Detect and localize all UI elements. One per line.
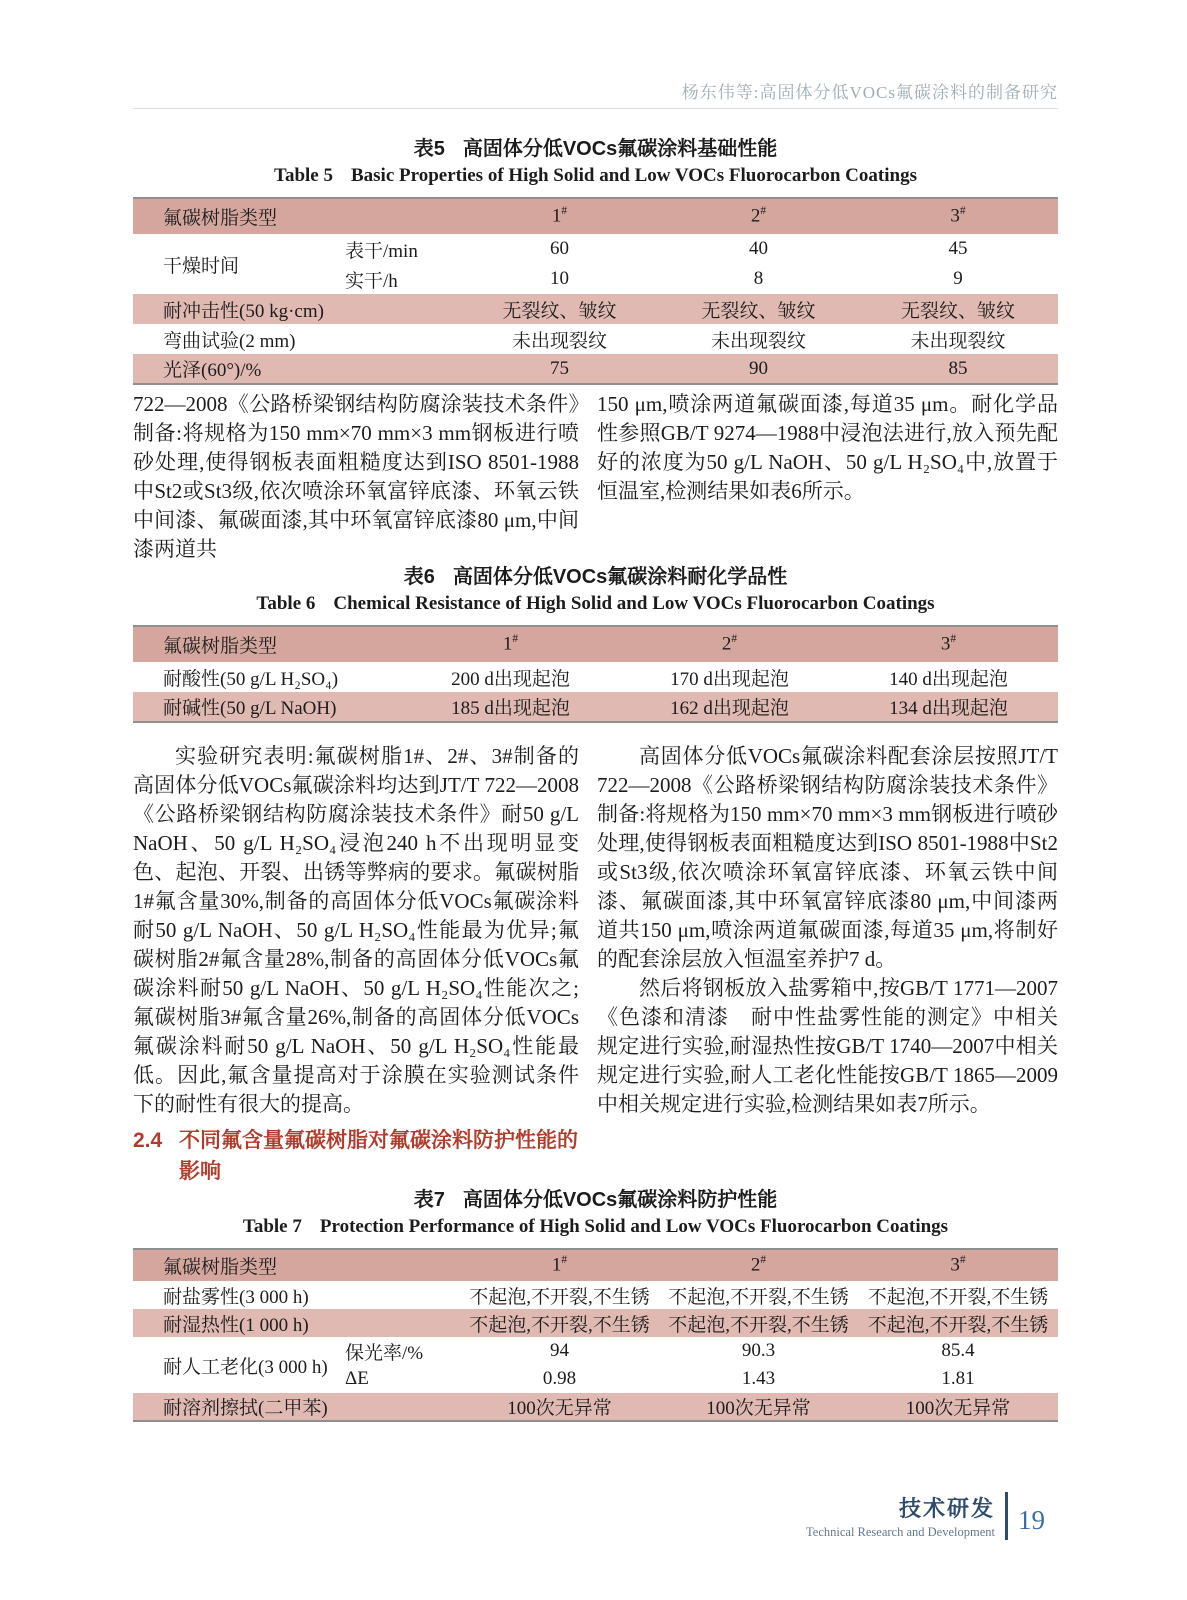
table6-caption-cn: 高固体分低VOCs氟碳涂料耐化学品性 (452, 566, 788, 588)
table-cell: 90.3 (741, 1340, 776, 1361)
table-row (133, 1337, 1058, 1365)
column-header (620, 626, 839, 662)
table-cell: 不起泡,不开裂,不生锈 (867, 1314, 1049, 1336)
column-header-label: 3 (950, 205, 960, 227)
section-number: 2.4 (133, 1129, 163, 1152)
hash-superscript: # (950, 633, 957, 646)
column-header-label: 3 (950, 1254, 960, 1276)
table-cell: 90 (749, 357, 769, 379)
table-cell: 200 d出现起泡 (451, 668, 570, 690)
table-row (133, 1393, 1058, 1421)
table7-label-en: Table 7 (242, 1216, 302, 1237)
table-cell: 未出现裂纹 (910, 330, 1006, 352)
row-label: 耐冲击性(50 kg·cm) (163, 300, 324, 322)
table7-label-cn: 表7 (413, 1189, 445, 1211)
table-cell: 75 (550, 357, 570, 379)
column-header-label: 3 (940, 633, 951, 655)
paragraph: 实验研究表明:氟碳树脂1#、2#、3#制备的高固体分低VOCs氟碳涂料均达到JT/T 722—2008《公路桥梁钢结构防腐涂装技术条件》耐50 g/L NaOH、50 g/L H₂SO₄浸泡240 h不出现明显变色、起泡、开裂、出锈等弊病的要求。氟碳树脂1#氟含量30%,制备的高固体分低VOCs氟碳涂料耐50 g/L NaOH、50 g/L H₂SO₄性能最为优异;氟碳树脂2#氟含量28%,制备的高固体分低VOCs氟碳涂料耐50 g/L NaOH、50 g/L H₂SO₄性能次之;氟碳树脂3#氟含量26%,制备的高固体分低VOCs氟碳涂料耐50 g/L NaOH、50 g/L H₂SO₄性能最低。因此,氟含量提高对于涂膜在实验测试条件下的耐性有很大的提高。 (133, 744, 579, 1116)
table-cell: 不起泡,不开裂,不生锈 (469, 1314, 650, 1336)
row-sublabel: ΔE (345, 1368, 369, 1389)
hash-superscript: # (959, 1254, 966, 1267)
table-row (133, 234, 1058, 264)
column-header (659, 198, 858, 234)
table-cell: 100次无异常 (706, 1398, 811, 1419)
hash-superscript: # (959, 205, 966, 218)
table6-label-en: Table 6 (256, 593, 316, 614)
row-label: 弯曲试验(2 mm) (163, 330, 296, 352)
table-cell: 1.81 (941, 1368, 975, 1389)
text-column-right (597, 390, 1058, 506)
table5-block (133, 132, 1058, 385)
table-cell: 不起泡,不开裂,不生锈 (867, 1286, 1049, 1308)
table6-title-en (133, 593, 1058, 615)
table6-label-cn: 表6 (403, 566, 435, 588)
column-header (659, 1249, 858, 1281)
column-header (460, 198, 659, 234)
table-cell: 94 (550, 1340, 570, 1361)
running-header: 杨东伟等:高固体分低VOCs氟碳涂料的制备研究 (681, 83, 1058, 102)
paragraph: 然后将钢板放入盐雾箱中,按GB/T 1771—2007《色漆和清漆 耐中性盐雾性能的测定》中相关规定进行实验,耐湿热性按GB/T 1740—2007中相关规定进行实验,耐人工老化性能按GB/T 1865—2009中相关规定进行实验,检测结果如表7所示。 (597, 976, 1058, 1116)
paragraph: 722—2008《公路桥梁钢结构防腐涂装技术条件》制备:将规格为150 mm×70 mm×3 mm钢板进行喷砂处理,使得钢板表面粗糙度达到ISO 8501-1988中St2或St3级,依次喷涂环氧富锌底漆、环氧云铁中间漆、氟碳面漆,其中环氧富锌底漆80 μm,中间漆两道共 (133, 392, 579, 561)
hash-superscript: # (760, 205, 767, 218)
table-cell: 140 d出现起泡 (889, 668, 1008, 690)
column-header (858, 1249, 1058, 1281)
table-cell: 170 d出现起泡 (670, 668, 789, 690)
header-divider (133, 108, 1058, 109)
table5-caption-en: Basic Properties of High Solid and Low VOCs Fluorocarbon Coatings (350, 165, 917, 186)
table6-block (133, 560, 1058, 723)
table-cell: 8 (753, 268, 764, 289)
table-row (133, 1249, 1058, 1281)
row-label: 耐湿热性(1 000 h) (163, 1314, 309, 1336)
row-label: 耐碱性(50 g/L NaOH) (163, 698, 337, 719)
column-header-label: 1 (551, 205, 562, 227)
text-column-left (133, 742, 579, 1187)
table6 (133, 625, 1058, 723)
section-title: 不同氟含量氟碳树脂对氟碳涂料防护性能的影响 (179, 1129, 578, 1183)
row-sublabel: 实干/h (345, 270, 398, 292)
hash-superscript: # (512, 633, 519, 646)
table5-caption-cn: 高固体分低VOCs氟碳涂料基础性能 (462, 138, 778, 160)
table-row (133, 198, 1058, 234)
table-cell: 无裂纹、皱纹 (701, 300, 816, 322)
footer-section (806, 1492, 1005, 1540)
table-cell: 1.43 (741, 1368, 776, 1389)
column-header: 氟碳树脂类型 (163, 208, 278, 229)
text-column-right (597, 742, 1058, 1119)
table5-label-cn: 表5 (413, 138, 445, 160)
table-cell: 100次无异常 (905, 1398, 1011, 1419)
table-row (133, 294, 1058, 324)
table-cell: 134 d出现起泡 (889, 698, 1008, 719)
table7 (133, 1248, 1058, 1422)
table-cell: 不起泡,不开裂,不生锈 (668, 1286, 849, 1308)
row-sublabel: 表干/min (345, 240, 418, 262)
table-cell: 未出现裂纹 (711, 330, 807, 352)
row-label: 耐盐雾性(3 000 h) (163, 1286, 309, 1308)
table-cell: 100次无异常 (507, 1398, 612, 1419)
row-label: 光泽(60°)/% (163, 360, 262, 381)
table-cell: 10 (550, 268, 570, 289)
column-header (839, 626, 1058, 662)
table6-title-cn (133, 560, 1058, 589)
page-number: 19 (1018, 1505, 1045, 1535)
table5-title-cn (133, 132, 1058, 161)
hash-superscript: # (731, 633, 738, 646)
table7-caption-cn: 高固体分低VOCs氟碳涂料防护性能 (462, 1189, 778, 1211)
column-header-label: 2 (721, 633, 732, 655)
table-row (133, 662, 1058, 692)
hash-superscript: # (561, 1254, 568, 1267)
column-header (460, 1249, 659, 1281)
table5 (133, 197, 1058, 385)
table-cell: 无裂纹、皱纹 (502, 300, 617, 322)
column-header: 氟碳树脂类型 (163, 1257, 278, 1278)
table-cell: 9 (953, 268, 963, 289)
table-cell: 162 d出现起泡 (670, 698, 789, 719)
row-label: 耐人工老化(3 000 h) (163, 1356, 328, 1378)
row-sublabel: 保光率/% (345, 1342, 424, 1364)
paragraph: 150 μm,喷涂两道氟碳面漆,每道35 μm。耐化学品性参照GB/T 9274—1988中浸泡法进行,放入预先配好的浓度为50 g/L NaOH、50 g/L H₂SO₄中,放置于恒温室,检测结果如表6所示。 (597, 392, 1058, 503)
table-cell: 无裂纹、皱纹 (901, 300, 1016, 322)
table5-title-en (133, 165, 1058, 187)
table-row (133, 1309, 1058, 1337)
table-cell: 不起泡,不开裂,不生锈 (469, 1286, 650, 1308)
table-row (133, 354, 1058, 384)
column-header-label: 1 (502, 633, 513, 655)
hash-superscript: # (760, 1254, 767, 1267)
table-row (133, 324, 1058, 354)
table-cell: 不起泡,不开裂,不生锈 (668, 1314, 849, 1336)
table7-block (133, 1183, 1058, 1422)
table-cell: 185 d出现起泡 (451, 698, 570, 719)
table-cell: 85.4 (941, 1340, 975, 1361)
table-cell: 85 (948, 357, 968, 379)
table-row (133, 626, 1058, 662)
table-cell: 40 (749, 238, 769, 259)
table-cell: 未出现裂纹 (512, 330, 608, 352)
column-header-label: 2 (750, 1254, 761, 1276)
page-footer (806, 1492, 1045, 1540)
row-label: 干燥时间 (163, 255, 240, 277)
row-label: 耐溶剂擦拭(二甲苯) (163, 1398, 328, 1419)
column-header (401, 626, 620, 662)
table6-caption-en: Chemical Resistance of High Solid and Low VOCs Fluorocarbon Coatings (333, 593, 935, 614)
footer-section-cn: 技术研发 (898, 1496, 995, 1521)
table-cell: 0.98 (542, 1368, 577, 1389)
table-cell: 45 (948, 238, 968, 259)
column-header: 氟碳树脂类型 (163, 636, 278, 657)
hash-superscript: # (561, 205, 568, 218)
column-header-label: 2 (750, 205, 761, 227)
paragraph: 高固体分低VOCs氟碳涂料配套涂层按照JT/T 722—2008《公路桥梁钢结构防腐涂装技术条件》制备:将规格为150 mm×70 mm×3 mm钢板进行喷砂处理,使得钢板表面粗糙度达到ISO 8501-1988中St2或St3级,依次喷涂环氧富锌底漆、环氧云铁中间漆、氟碳面漆,其中环氧富锌底漆80 μm,中间漆两道共150 μm,喷涂两道氟碳面漆,每道35 μm,将制好的配套涂层放入恒温室养护7 d。 (597, 744, 1058, 971)
column-header (858, 198, 1058, 234)
table7-title-cn (133, 1183, 1058, 1212)
column-header-label: 1 (551, 1254, 562, 1276)
row-label: 耐酸性(50 g/L H₂SO₄) (163, 668, 339, 690)
table-row (133, 1281, 1058, 1309)
text-column-left (133, 390, 579, 564)
table-row (133, 692, 1058, 722)
table-cell: 60 (550, 238, 570, 259)
table7-caption-en: Protection Performance of High Solid and Low VOCs Fluorocarbon Coatings (319, 1216, 949, 1237)
table7-title-en (133, 1216, 1058, 1238)
footer-section-en: Technical Research and Development (806, 1525, 995, 1539)
table5-label-en: Table 5 (274, 165, 333, 186)
section-heading (133, 1125, 579, 1187)
